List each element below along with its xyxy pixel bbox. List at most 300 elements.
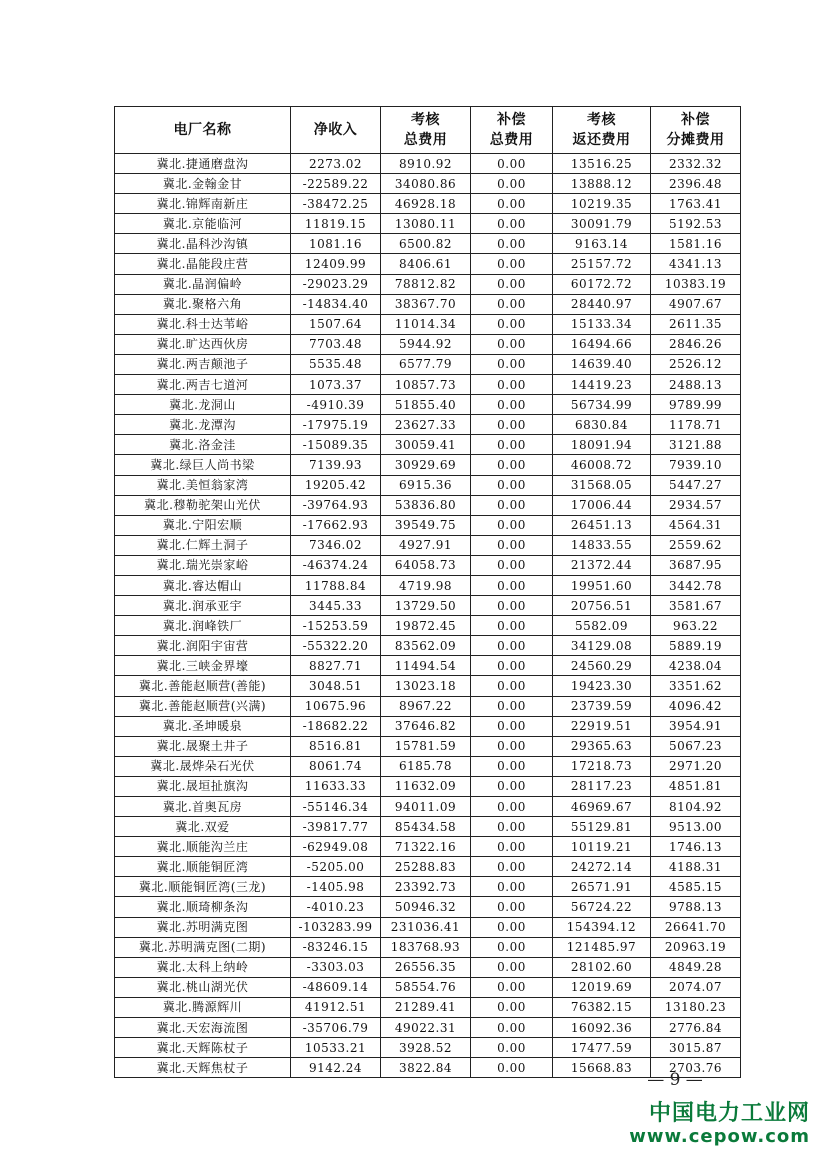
value-cell: 26451.13 <box>553 515 651 535</box>
value-cell: 14419.23 <box>553 375 651 395</box>
table-header-row <box>115 107 741 154</box>
value-cell: -103283.99 <box>291 917 381 937</box>
column-header-text: 补偿 <box>497 112 526 128</box>
value-cell: 64058.73 <box>381 555 471 575</box>
value-cell: 183768.93 <box>381 937 471 957</box>
value-cell: 0.00 <box>471 154 553 174</box>
value-cell: 1073.37 <box>291 375 381 395</box>
table-row <box>115 234 741 254</box>
value-cell: 0.00 <box>471 797 553 817</box>
plant-name-cell: 冀北.晶润偏岭 <box>115 274 291 294</box>
value-cell: 37646.82 <box>381 716 471 736</box>
value-cell: 2396.48 <box>651 174 741 194</box>
table-row <box>115 214 741 234</box>
table-row <box>115 495 741 515</box>
table-row <box>115 837 741 857</box>
plant-name-cell: 冀北.顺能铜匠湾 <box>115 857 291 877</box>
value-cell: 23392.73 <box>381 877 471 897</box>
value-cell: 13080.11 <box>381 214 471 234</box>
value-cell: -83246.15 <box>291 937 381 957</box>
value-cell: 17477.59 <box>553 1038 651 1058</box>
plant-name-cell: 冀北.润峰铁厂 <box>115 616 291 636</box>
value-cell: 78812.82 <box>381 274 471 294</box>
value-cell: 0.00 <box>471 575 553 595</box>
value-cell: 34129.08 <box>553 636 651 656</box>
value-cell: 5535.48 <box>291 354 381 374</box>
value-cell: 0.00 <box>471 817 553 837</box>
value-cell: 8516.81 <box>291 736 381 756</box>
value-cell: 2703.76 <box>651 1058 741 1078</box>
value-cell: 85434.58 <box>381 817 471 837</box>
column-header <box>115 107 291 154</box>
value-cell: -55146.34 <box>291 797 381 817</box>
table-row <box>115 294 741 314</box>
value-cell: 0.00 <box>471 676 553 696</box>
value-cell: 963.22 <box>651 616 741 636</box>
value-cell: -17662.93 <box>291 515 381 535</box>
table-row <box>115 535 741 555</box>
value-cell: 38367.70 <box>381 294 471 314</box>
value-cell: 6500.82 <box>381 234 471 254</box>
value-cell: -62949.08 <box>291 837 381 857</box>
value-cell: 20756.51 <box>553 596 651 616</box>
value-cell: 0.00 <box>471 274 553 294</box>
value-cell: 0.00 <box>471 395 553 415</box>
table-row <box>115 616 741 636</box>
value-cell: -48609.14 <box>291 977 381 997</box>
plant-name-cell: 冀北.晶能段庄营 <box>115 254 291 274</box>
value-cell: 2776.84 <box>651 1018 741 1038</box>
value-cell: 4564.31 <box>651 515 741 535</box>
plant-name-cell: 冀北.晶科沙沟镇 <box>115 234 291 254</box>
column-header <box>291 107 381 154</box>
plant-name-cell: 冀北.聚格六角 <box>115 294 291 314</box>
plant-name-cell: 冀北.捷通磨盘沟 <box>115 154 291 174</box>
value-cell: 2273.02 <box>291 154 381 174</box>
column-header <box>381 107 471 154</box>
value-cell: 0.00 <box>471 997 553 1017</box>
value-cell: 4927.91 <box>381 535 471 555</box>
value-cell: 19872.45 <box>381 616 471 636</box>
column-header-text: 净收入 <box>313 122 358 138</box>
value-cell: 4851.81 <box>651 776 741 796</box>
page-number: — 9 — <box>647 1070 703 1090</box>
value-cell: 8910.92 <box>381 154 471 174</box>
value-cell: 15668.83 <box>553 1058 651 1078</box>
value-cell: 8827.71 <box>291 656 381 676</box>
value-cell: 30929.69 <box>381 455 471 475</box>
value-cell: 53836.80 <box>381 495 471 515</box>
value-cell: 0.00 <box>471 435 553 455</box>
value-cell: -29023.29 <box>291 274 381 294</box>
value-cell: -35706.79 <box>291 1018 381 1038</box>
table-row <box>115 656 741 676</box>
value-cell: 4719.98 <box>381 575 471 595</box>
value-cell: 0.00 <box>471 636 553 656</box>
value-cell: 11632.09 <box>381 776 471 796</box>
value-cell: 2074.07 <box>651 977 741 997</box>
table-row <box>115 676 741 696</box>
plant-name-cell: 冀北.京能临河 <box>115 214 291 234</box>
column-header <box>553 107 651 154</box>
value-cell: 41912.51 <box>291 997 381 1017</box>
value-cell: 19205.42 <box>291 475 381 495</box>
value-cell: 4585.15 <box>651 877 741 897</box>
plant-name-cell: 冀北.太科上纳岭 <box>115 957 291 977</box>
table-row <box>115 435 741 455</box>
value-cell: 3581.67 <box>651 596 741 616</box>
value-cell: 16494.66 <box>553 334 651 354</box>
value-cell: 0.00 <box>471 415 553 435</box>
table-row <box>115 997 741 1017</box>
value-cell: 231036.41 <box>381 917 471 937</box>
value-cell: 0.00 <box>471 354 553 374</box>
table-row <box>115 274 741 294</box>
value-cell: 3351.62 <box>651 676 741 696</box>
column-header-text: 补偿 <box>681 112 710 128</box>
value-cell: 21372.44 <box>553 555 651 575</box>
table-row <box>115 897 741 917</box>
table-row <box>115 314 741 334</box>
value-cell: 19423.30 <box>553 676 651 696</box>
value-cell: 4341.13 <box>651 254 741 274</box>
value-cell: 0.00 <box>471 535 553 555</box>
value-cell: 1507.64 <box>291 314 381 334</box>
value-cell: 13516.25 <box>553 154 651 174</box>
table-row <box>115 254 741 274</box>
plant-name-cell: 冀北.顺能沟兰庄 <box>115 837 291 857</box>
value-cell: 3442.78 <box>651 575 741 595</box>
value-cell: 4238.04 <box>651 656 741 676</box>
plant-name-cell: 冀北.苏明满克图 <box>115 917 291 937</box>
value-cell: 76382.15 <box>553 997 651 1017</box>
value-cell: -17975.19 <box>291 415 381 435</box>
value-cell: 11633.33 <box>291 776 381 796</box>
value-cell: 1581.16 <box>651 234 741 254</box>
value-cell: 0.00 <box>471 555 553 575</box>
value-cell: 0.00 <box>471 897 553 917</box>
value-cell: 0.00 <box>471 696 553 716</box>
value-cell: 13888.12 <box>553 174 651 194</box>
value-cell: 10533.21 <box>291 1038 381 1058</box>
value-cell: 46008.72 <box>553 455 651 475</box>
plant-name-cell: 冀北.腾源辉川 <box>115 997 291 1017</box>
value-cell: 2846.26 <box>651 334 741 354</box>
value-cell: 6577.79 <box>381 354 471 374</box>
value-cell: 1081.16 <box>291 234 381 254</box>
value-cell: 0.00 <box>471 334 553 354</box>
value-cell: 83562.09 <box>381 636 471 656</box>
value-cell: 0.00 <box>471 214 553 234</box>
value-cell: -18682.22 <box>291 716 381 736</box>
value-cell: 12019.69 <box>553 977 651 997</box>
plant-name-cell: 冀北.三峡金界壕 <box>115 656 291 676</box>
value-cell: 9789.99 <box>651 395 741 415</box>
plant-name-cell: 冀北.晟垣扯旗沟 <box>115 776 291 796</box>
value-cell: 18091.94 <box>553 435 651 455</box>
value-cell: 10219.35 <box>553 194 651 214</box>
value-cell: 0.00 <box>471 475 553 495</box>
plant-name-cell: 冀北.科士达苇峪 <box>115 314 291 334</box>
value-cell: 0.00 <box>471 495 553 515</box>
value-cell: 0.00 <box>471 656 553 676</box>
value-cell: 14639.40 <box>553 354 651 374</box>
value-cell: 4096.42 <box>651 696 741 716</box>
table-row <box>115 596 741 616</box>
value-cell: 0.00 <box>471 314 553 334</box>
value-cell: 8967.22 <box>381 696 471 716</box>
plant-name-cell: 冀北.瑞光崇家峪 <box>115 555 291 575</box>
value-cell: 8061.74 <box>291 756 381 776</box>
value-cell: 2971.20 <box>651 756 741 776</box>
value-cell: 10119.21 <box>553 837 651 857</box>
table-row <box>115 797 741 817</box>
value-cell: 21289.41 <box>381 997 471 1017</box>
plant-name-cell: 冀北.苏明满克图(二期) <box>115 937 291 957</box>
value-cell: 10383.19 <box>651 274 741 294</box>
value-cell: 1763.41 <box>651 194 741 214</box>
value-cell: 24272.14 <box>553 857 651 877</box>
value-cell: 121485.97 <box>553 937 651 957</box>
value-cell: 0.00 <box>471 1038 553 1058</box>
value-cell: 16092.36 <box>553 1018 651 1038</box>
value-cell: -4010.23 <box>291 897 381 917</box>
plant-name-cell: 冀北.善能赵顺营(善能) <box>115 676 291 696</box>
plant-name-cell: 冀北.锦辉南新庄 <box>115 194 291 214</box>
value-cell: 0.00 <box>471 194 553 214</box>
table-row <box>115 1038 741 1058</box>
value-cell: 3687.95 <box>651 555 741 575</box>
value-cell: 8104.92 <box>651 797 741 817</box>
value-cell: 0.00 <box>471 294 553 314</box>
plant-name-cell: 冀北.两吉颠池子 <box>115 354 291 374</box>
value-cell: -4910.39 <box>291 395 381 415</box>
value-cell: 3822.84 <box>381 1058 471 1078</box>
table-row <box>115 857 741 877</box>
value-cell: -55322.20 <box>291 636 381 656</box>
table-row <box>115 194 741 214</box>
plant-name-cell: 冀北.睿达帽山 <box>115 575 291 595</box>
table-row <box>115 354 741 374</box>
value-cell: -3303.03 <box>291 957 381 977</box>
value-cell: 0.00 <box>471 375 553 395</box>
plant-name-cell: 冀北.桃山湖光伏 <box>115 977 291 997</box>
value-cell: 58554.76 <box>381 977 471 997</box>
table-row <box>115 154 741 174</box>
value-cell: -5205.00 <box>291 857 381 877</box>
table-row <box>115 776 741 796</box>
column-header-text: 总费用 <box>403 132 448 148</box>
value-cell: 5944.92 <box>381 334 471 354</box>
value-cell: 0.00 <box>471 917 553 937</box>
value-cell: 0.00 <box>471 1018 553 1038</box>
value-cell: 94011.09 <box>381 797 471 817</box>
value-cell: 9513.00 <box>651 817 741 837</box>
plant-name-cell: 冀北.金翰金甘 <box>115 174 291 194</box>
value-cell: -14834.40 <box>291 294 381 314</box>
value-cell: 4849.28 <box>651 957 741 977</box>
value-cell: 10675.96 <box>291 696 381 716</box>
value-cell: 22919.51 <box>553 716 651 736</box>
value-cell: 3121.88 <box>651 435 741 455</box>
value-cell: 2934.57 <box>651 495 741 515</box>
table-row <box>115 736 741 756</box>
value-cell: 0.00 <box>471 756 553 776</box>
value-cell: 0.00 <box>471 616 553 636</box>
value-cell: 2332.32 <box>651 154 741 174</box>
value-cell: 0.00 <box>471 957 553 977</box>
value-cell: 50946.32 <box>381 897 471 917</box>
value-cell: 11819.15 <box>291 214 381 234</box>
value-cell: 25288.83 <box>381 857 471 877</box>
plant-name-cell: 冀北.双爱 <box>115 817 291 837</box>
table-row <box>115 455 741 475</box>
table-body <box>115 154 741 1078</box>
table-row <box>115 636 741 656</box>
plant-name-cell: 冀北.龙洞山 <box>115 395 291 415</box>
value-cell: 34080.86 <box>381 174 471 194</box>
table-row <box>115 174 741 194</box>
value-cell: 15781.59 <box>381 736 471 756</box>
value-cell: 0.00 <box>471 174 553 194</box>
settlement-table <box>114 106 741 1078</box>
value-cell: 13729.50 <box>381 596 471 616</box>
value-cell: 24560.29 <box>553 656 651 676</box>
value-cell: 4188.31 <box>651 857 741 877</box>
value-cell: 3445.33 <box>291 596 381 616</box>
table-row <box>115 937 741 957</box>
table-row <box>115 1018 741 1038</box>
value-cell: 7139.93 <box>291 455 381 475</box>
table-row <box>115 375 741 395</box>
value-cell: 31568.05 <box>553 475 651 495</box>
value-cell: 28117.23 <box>553 776 651 796</box>
value-cell: 0.00 <box>471 234 553 254</box>
value-cell: -1405.98 <box>291 877 381 897</box>
value-cell: 0.00 <box>471 857 553 877</box>
plant-name-cell: 冀北.顺琦柳条沟 <box>115 897 291 917</box>
column-header-text: 考核 <box>411 112 440 128</box>
value-cell: 0.00 <box>471 877 553 897</box>
table-row <box>115 877 741 897</box>
value-cell: 1178.71 <box>651 415 741 435</box>
plant-name-cell: 冀北.善能赵顺营(兴满) <box>115 696 291 716</box>
value-cell: 1746.13 <box>651 837 741 857</box>
table-row <box>115 475 741 495</box>
plant-name-cell: 冀北.美恒翁家湾 <box>115 475 291 495</box>
plant-name-cell: 冀北.龙潭沟 <box>115 415 291 435</box>
value-cell: 0.00 <box>471 837 553 857</box>
value-cell: 3928.52 <box>381 1038 471 1058</box>
value-cell: 0.00 <box>471 937 553 957</box>
plant-name-cell: 冀北.顺能铜匠湾(三龙) <box>115 877 291 897</box>
plant-name-cell: 冀北.天辉焦杖子 <box>115 1058 291 1078</box>
table-row <box>115 415 741 435</box>
table-row <box>115 515 741 535</box>
value-cell: 30059.41 <box>381 435 471 455</box>
value-cell: 39549.75 <box>381 515 471 535</box>
table-row <box>115 716 741 736</box>
value-cell: -15253.59 <box>291 616 381 636</box>
value-cell: 60172.72 <box>553 274 651 294</box>
plant-name-cell: 冀北.洛金洼 <box>115 435 291 455</box>
plant-name-cell: 冀北.天辉陈杖子 <box>115 1038 291 1058</box>
value-cell: 0.00 <box>471 515 553 535</box>
value-cell: 3015.87 <box>651 1038 741 1058</box>
value-cell: 11788.84 <box>291 575 381 595</box>
value-cell: -38472.25 <box>291 194 381 214</box>
value-cell: 5067.23 <box>651 736 741 756</box>
plant-name-cell: 冀北.旷达西伙房 <box>115 334 291 354</box>
value-cell: 4907.67 <box>651 294 741 314</box>
value-cell: 3954.91 <box>651 716 741 736</box>
value-cell: 26641.70 <box>651 917 741 937</box>
value-cell: 6185.78 <box>381 756 471 776</box>
value-cell: 26556.35 <box>381 957 471 977</box>
value-cell: 71322.16 <box>381 837 471 857</box>
value-cell: 5192.53 <box>651 214 741 234</box>
value-cell: -39817.77 <box>291 817 381 837</box>
value-cell: 28102.60 <box>553 957 651 977</box>
plant-name-cell: 冀北.晟烨朵石光伏 <box>115 756 291 776</box>
value-cell: 49022.31 <box>381 1018 471 1038</box>
value-cell: 46969.67 <box>553 797 651 817</box>
value-cell: 0.00 <box>471 977 553 997</box>
value-cell: -22589.22 <box>291 174 381 194</box>
value-cell: 5889.19 <box>651 636 741 656</box>
plant-name-cell: 冀北.润阳宇宙营 <box>115 636 291 656</box>
plant-name-cell: 冀北.仁辉土洞子 <box>115 535 291 555</box>
value-cell: 29365.63 <box>553 736 651 756</box>
value-cell: 6915.36 <box>381 475 471 495</box>
value-cell: 10857.73 <box>381 375 471 395</box>
value-cell: 14833.55 <box>553 535 651 555</box>
value-cell: 20963.19 <box>651 937 741 957</box>
table-row <box>115 696 741 716</box>
value-cell: 2559.62 <box>651 535 741 555</box>
plant-name-cell: 冀北.润承亚宇 <box>115 596 291 616</box>
value-cell: 8406.61 <box>381 254 471 274</box>
value-cell: 0.00 <box>471 736 553 756</box>
watermark-url: www.cepow.com <box>629 1126 810 1147</box>
column-header-text: 考核 <box>587 112 616 128</box>
value-cell: 154394.12 <box>553 917 651 937</box>
value-cell: 30091.79 <box>553 214 651 234</box>
value-cell: 12409.99 <box>291 254 381 274</box>
column-header-text: 电厂名称 <box>173 122 232 138</box>
value-cell: 23739.59 <box>553 696 651 716</box>
value-cell: 26571.91 <box>553 877 651 897</box>
plant-name-cell: 冀北.穆勒驼架山光伏 <box>115 495 291 515</box>
plant-name-cell: 冀北.晟聚土井子 <box>115 736 291 756</box>
value-cell: -15089.35 <box>291 435 381 455</box>
table-row <box>115 957 741 977</box>
value-cell: 17218.73 <box>553 756 651 776</box>
value-cell: 0.00 <box>471 596 553 616</box>
value-cell: 51855.40 <box>381 395 471 415</box>
value-cell: 0.00 <box>471 254 553 274</box>
value-cell: 9163.14 <box>553 234 651 254</box>
value-cell: 3048.51 <box>291 676 381 696</box>
plant-name-cell: 冀北.首奥瓦房 <box>115 797 291 817</box>
plant-name-cell: 冀北.圣坤暖泉 <box>115 716 291 736</box>
value-cell: 11014.34 <box>381 314 471 334</box>
value-cell: 0.00 <box>471 776 553 796</box>
table-row <box>115 756 741 776</box>
column-header <box>651 107 741 154</box>
value-cell: 5582.09 <box>553 616 651 636</box>
column-header <box>471 107 553 154</box>
